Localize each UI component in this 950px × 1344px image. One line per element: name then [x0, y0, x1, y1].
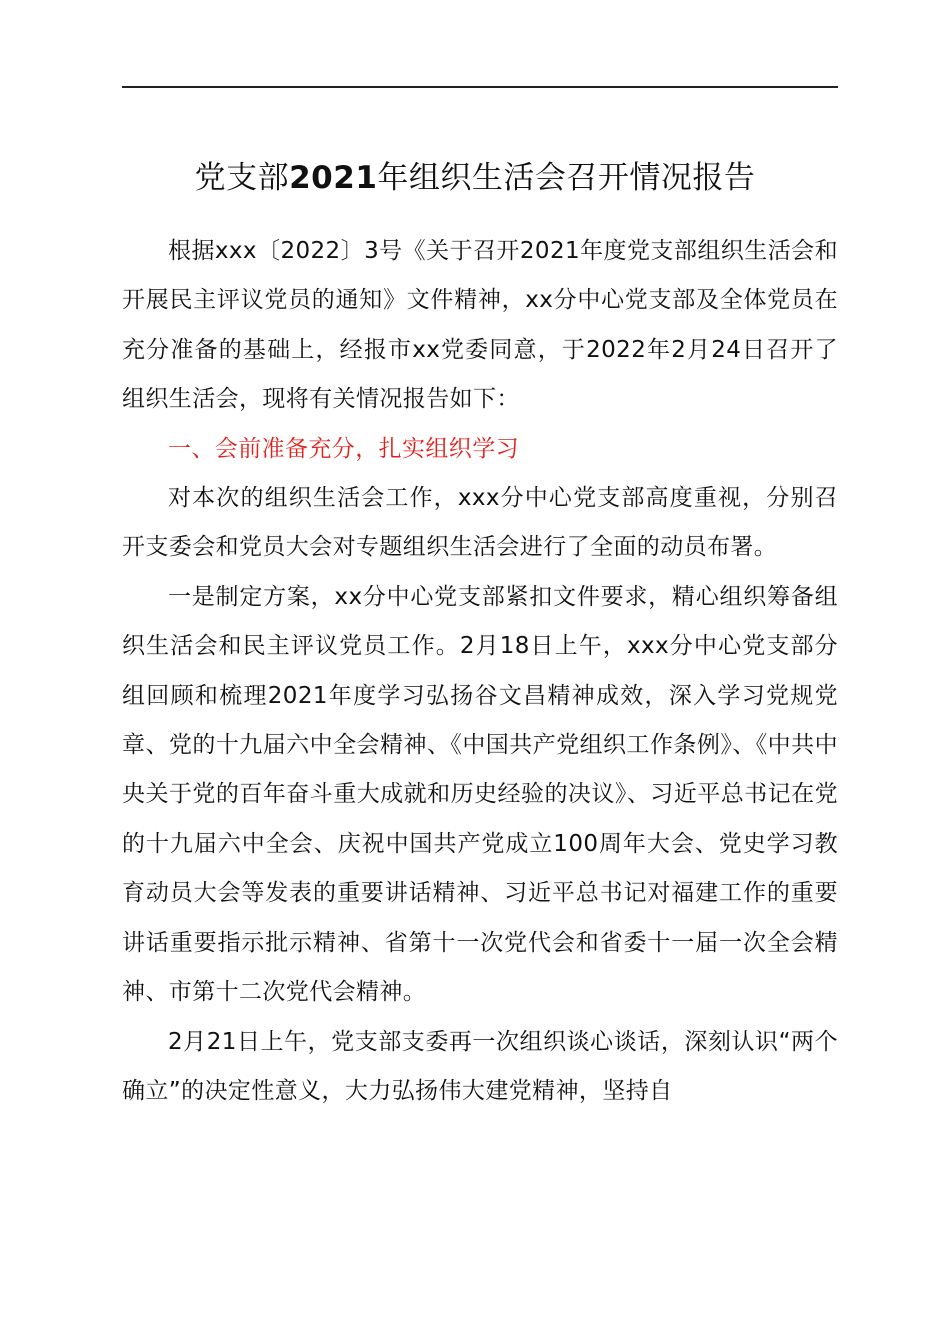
title-prefix: 党支部 [194, 160, 290, 196]
paragraph-talks: 2月21日上午，党支部支委再一次组织谈心谈话，深刻认识“两个确立”的决定性意义，大力弘扬伟大建党精神，坚持自 [122, 1028, 838, 1104]
intro-paragraph: 根据xxx〔2022〕3号《关于召开2021年度党支部组织生活会和开展民主评议党员的通知》文件精神，xx分中心党支部及全体党员在充分准备的基础上，经报市xx党委同意，于2022年2月24日召开了组织生活会，现将有关情况报告如下： [122, 238, 838, 413]
document-title [0, 152, 950, 197]
section-heading: 一、会前准备充分，扎实组织学习 [168, 435, 519, 462]
paragraph-arrangement: 对本次的组织生活会工作，xxx分中心党支部高度重视，分别召开支委会和党员大会对专题组织生活会进行了全面的动员布署。 [122, 485, 838, 561]
header-rule [122, 86, 838, 88]
title-suffix: 年组织生活会召开情况报告 [377, 160, 756, 196]
title-year: 2021 [289, 160, 378, 196]
paragraph-plan: 一是制定方案，xx分中心党支部紧扣文件要求，精心组织筹备组织生活会和民主评议党员工作。2月18日上午，xxx分中心党支部分组回顾和梳理2021年度学习弘扬谷文昌精神成效，深入学习党规党章、党的十九届六中全会精神、《中国共产党组织工作条例》、《中共中央关于党的百年奋斗重大成就和历史经验的决议》、习近平总书记在党的十九届六中全会、庆祝中国共产党成立100周年大会、党史学习教育动员大会等发表的重要讲话精神、习近平总书记对福建工作的重要讲话重要指示批示精神、省第十一次党代会和省委十一届一次全会精神、市第十二次党代会精神。 [122, 583, 838, 1006]
document-body [122, 227, 838, 1116]
